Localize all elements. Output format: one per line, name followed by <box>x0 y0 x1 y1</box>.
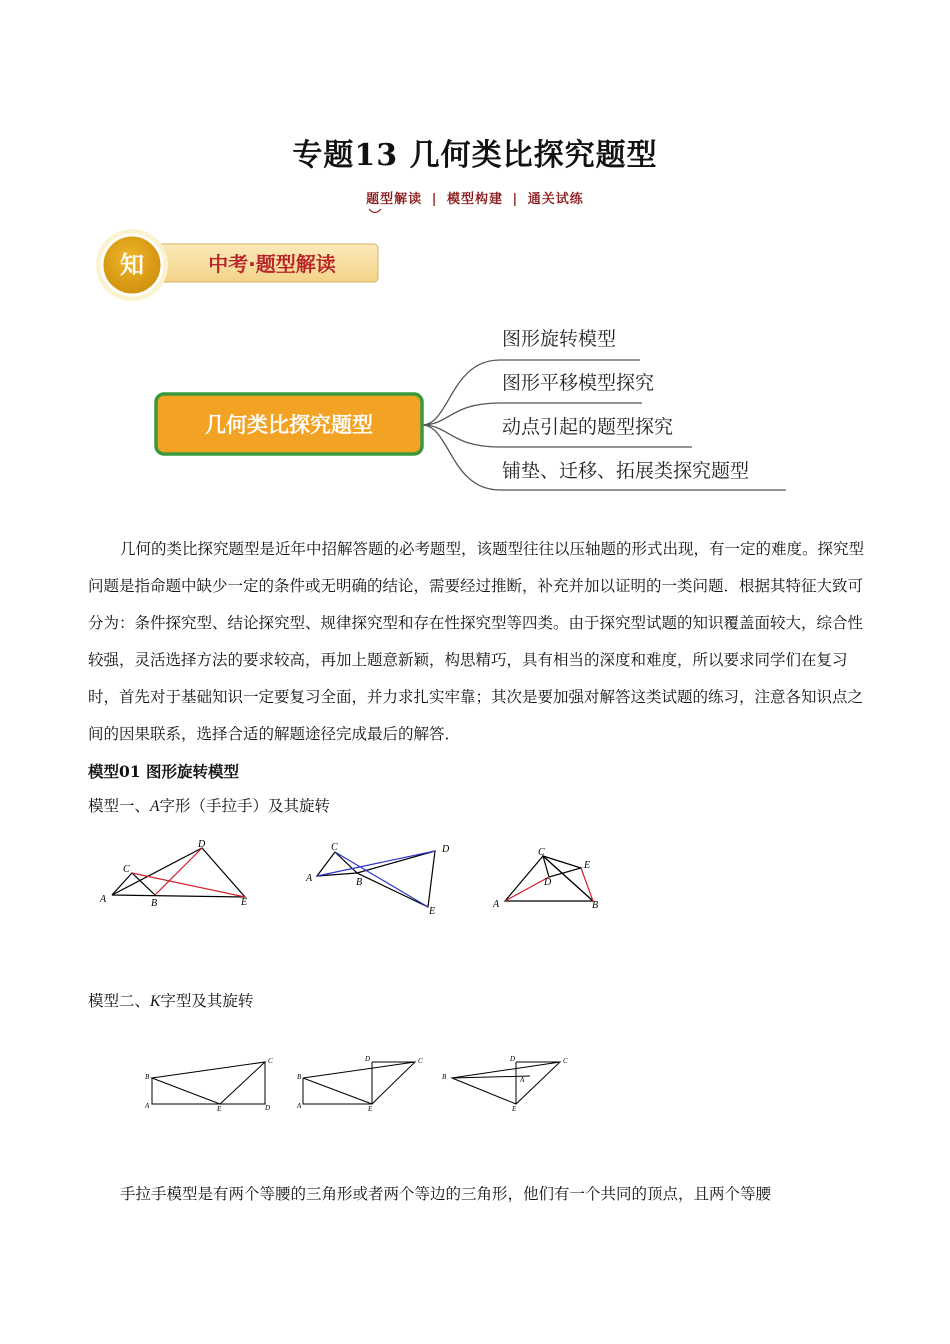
a1-label-e: E <box>241 897 248 908</box>
k-figure-1 <box>144 1057 273 1113</box>
mindmap-branch-1: 图形旋转模型 <box>502 328 617 350</box>
k2-label-c: C <box>418 1057 423 1065</box>
a-figure-3 <box>492 847 598 911</box>
k2-label-e: E <box>368 1105 373 1113</box>
a2-label-d: D <box>442 844 450 855</box>
a2-label-a: A <box>306 873 313 884</box>
subtitle-separator: | <box>512 192 519 207</box>
k3-label-d: D <box>510 1055 516 1063</box>
swirl-ornament-icon <box>368 207 382 215</box>
a3-label-a: A <box>493 899 500 910</box>
k1-label-b: B <box>145 1073 150 1081</box>
model-two-caption <box>88 989 253 1011</box>
badge-circle-char: 知 <box>120 251 144 279</box>
a1-label-c: C <box>123 864 130 875</box>
k-shape-figures <box>140 1053 580 1113</box>
a2-label-c: C <box>331 842 338 853</box>
subtitle-nav <box>0 188 950 207</box>
k-figure-2 <box>296 1055 423 1113</box>
subtitle-item-3: 通关试练 <box>527 192 584 207</box>
k3-label-b: B <box>442 1073 447 1081</box>
a3-label-e: E <box>584 860 591 871</box>
k1-label-e: E <box>217 1105 222 1113</box>
a-figure-2 <box>305 842 450 917</box>
page-title: 专题13 几何类比探究题型 <box>292 138 658 173</box>
model-heading: 模型01 图形旋转模型 <box>88 762 239 781</box>
closing-paragraph: 手拉手模型是有两个等腰的三角形或者两个等边的三角形，他们有一个共同的顶点，且两个等腰 <box>120 1185 772 1203</box>
subtitle-item-1: 题型解读 <box>366 192 423 207</box>
a1-label-b: B <box>151 898 158 909</box>
k1-label-c: C <box>268 1057 273 1065</box>
model-two-suffix: 字型及其旋转 <box>160 992 254 1010</box>
mindmap-branch-2: 图形平移模型探究 <box>502 372 655 394</box>
section-badge <box>92 228 382 304</box>
subtitle-separator: | <box>431 192 438 207</box>
k3-label-a: A <box>520 1076 525 1084</box>
k2-label-b: B <box>297 1073 302 1081</box>
a2-label-e: E <box>429 906 436 917</box>
a3-label-d: D <box>544 877 552 888</box>
a3-label-b: B <box>592 900 599 911</box>
model-one-caption <box>88 794 330 816</box>
model-one-suffix: 字形（手拉手）及其旋转 <box>159 797 330 815</box>
model-two-letter: K <box>150 993 161 1010</box>
model-one-letter: A <box>150 798 160 815</box>
a2-label-b: B <box>356 877 363 888</box>
mindmap-branch-4: 铺垫、迁移、拓展类探究题型 <box>502 460 750 482</box>
k1-label-d: D <box>265 1104 271 1112</box>
k2-label-a: A <box>297 1102 302 1110</box>
k2-label-d: D <box>365 1055 371 1063</box>
model-one-prefix: 模型一、 <box>88 797 151 815</box>
a-figure-1 <box>99 839 247 909</box>
mindmap-branch-3: 动点引起的题型探究 <box>502 416 674 438</box>
mindmap-root: 几何类比探究题型 <box>205 413 373 437</box>
k1-label-a: A <box>145 1102 150 1110</box>
a-shape-figures <box>95 838 615 918</box>
a1-label-a: A <box>100 894 107 905</box>
k3-label-e: E <box>512 1105 517 1113</box>
subtitle-item-2: 模型构建 <box>446 192 503 207</box>
a1-label-d: D <box>198 839 206 850</box>
k3-label-c: C <box>563 1057 568 1065</box>
model-two-prefix: 模型二、 <box>88 992 151 1010</box>
k-figure-3 <box>442 1055 568 1113</box>
badge-label: 中考·题型解读 <box>208 252 336 276</box>
closing-section <box>88 1176 868 1213</box>
mindmap <box>150 320 800 500</box>
intro-paragraph: 几何的类比探究题型是近年中招解答题的必考题型，该题型往往以压轴题的形式出现，有一定的难度。探究型问题是指命题中缺少一定的条件或无明确的结论，需要经过推断，补充并加以证明的一类问题．根据其特征大致可分为：条件探究型、结论探究型、规律探究型和存在性探究型等四类。由于探究型试题的知识覆盖面较大，综合性较强，灵活选择方法的要求较高，再加上题意新颖，构思精巧，具有相当的深度和难度，所以要求同学们在复习时，首先对于基础知识一定要复习全面，并力求扎实牢靠；其次是要加强对解答这类试题的练习，注意各知识点之间的因果联系，选择合适的解题途径完成最后的解答． <box>88 540 865 743</box>
intro-section <box>88 531 868 753</box>
a3-label-c: C <box>538 847 545 858</box>
